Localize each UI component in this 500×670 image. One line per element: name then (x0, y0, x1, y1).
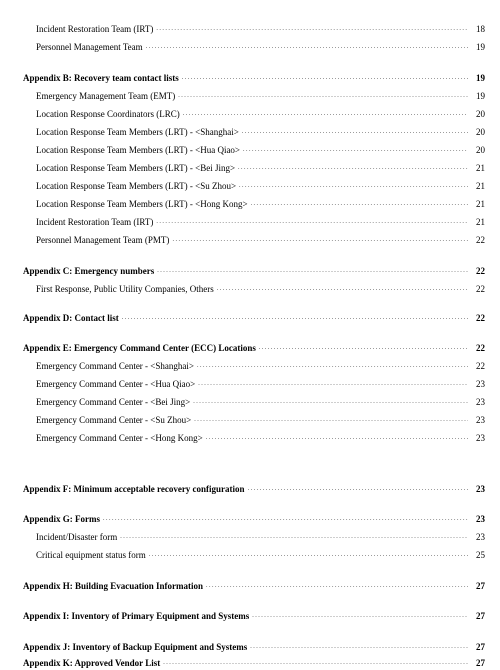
toc-entry-label: Emergency Command Center - <Hua Qiao> (36, 379, 196, 389)
toc-appendix-entry[interactable] (23, 511, 485, 525)
toc-page-number: 22 (476, 343, 485, 353)
toc-appendix-entry[interactable] (23, 578, 485, 592)
toc-page-number: 19 (476, 73, 485, 83)
toc-page-number: 23 (476, 484, 485, 494)
toc-page-number: 23 (476, 433, 485, 443)
toc-page-number: 18 (476, 24, 485, 34)
toc-entry-label: Incident Restoration Team (IRT) (36, 24, 154, 34)
toc-entry-label: Location Response Team Members (LRT) - <Hong Kong> (36, 199, 248, 209)
dot-leader (250, 640, 468, 653)
toc-sub-entry[interactable] (36, 196, 485, 210)
toc-entry-label: Appendix D: Contact list (23, 313, 119, 323)
toc-entry-label: Appendix K: Approved Vendor List (23, 658, 161, 668)
toc-entry-label: Emergency Command Center - <Shanghai> (36, 361, 194, 371)
dot-leader (194, 413, 468, 426)
dot-leader (238, 161, 468, 174)
toc-entry-label: Appendix C: Emergency numbers (23, 266, 155, 276)
toc-page-number: 25 (476, 550, 485, 560)
toc-entry-label: Appendix B: Recovery team contact lists (23, 73, 179, 83)
toc-entry-label: Location Response Team Members (LRT) - <Su Zhou> (36, 181, 237, 191)
toc-sub-entry[interactable] (36, 529, 485, 543)
toc-page-number: 20 (476, 127, 485, 137)
dot-leader (243, 143, 468, 156)
dot-leader (149, 548, 468, 561)
toc-page-number: 23 (476, 532, 485, 542)
dot-leader (193, 395, 468, 408)
dot-leader (251, 197, 468, 210)
dot-leader (163, 656, 468, 669)
dot-leader (172, 233, 468, 246)
toc-entry-label: Personnel Management Team (36, 42, 143, 52)
dot-leader (120, 530, 468, 543)
toc-appendix-entry[interactable] (23, 340, 485, 354)
toc-sub-entry[interactable] (36, 394, 485, 408)
toc-entry-label: Incident Restoration Team (IRT) (36, 217, 154, 227)
toc-entry-label: Location Response Coordinators (LRC) (36, 109, 180, 119)
toc-appendix-entry[interactable] (23, 70, 485, 84)
dot-leader (248, 482, 468, 495)
toc-page-number: 22 (476, 235, 485, 245)
toc-sub-entry[interactable] (36, 124, 485, 138)
dot-leader (206, 431, 468, 444)
toc-appendix-entry[interactable] (23, 655, 485, 669)
toc-appendix-entry[interactable] (23, 481, 485, 495)
toc-appendix-entry[interactable] (23, 263, 485, 277)
toc-page-number: 27 (476, 581, 485, 591)
dot-leader (156, 215, 468, 228)
toc-sub-entry[interactable] (36, 430, 485, 444)
toc-sub-entry[interactable] (36, 376, 485, 390)
toc-sub-entry[interactable] (36, 142, 485, 156)
toc-page-number: 21 (476, 199, 485, 209)
toc-page-number: 19 (476, 91, 485, 101)
toc-entry-label: Emergency Command Center - <Hong Kong> (36, 433, 203, 443)
toc-sub-entry[interactable] (36, 358, 485, 372)
toc-sub-entry[interactable] (36, 160, 485, 174)
toc-sub-entry[interactable] (36, 21, 485, 35)
toc-entry-label: Location Response Team Members (LRT) - <Shanghai> (36, 127, 239, 137)
toc-page-number: 19 (476, 42, 485, 52)
toc-page-number: 27 (476, 658, 485, 668)
toc-entry-label: Appendix J: Inventory of Backup Equipment and Systems (23, 642, 248, 652)
toc-page-number: 23 (476, 397, 485, 407)
toc-entry-label: Incident/Disaster form (36, 532, 118, 542)
toc-sub-entry[interactable] (36, 412, 485, 426)
dot-leader (146, 40, 468, 53)
toc-page-number: 22 (476, 266, 485, 276)
dot-leader (206, 579, 468, 592)
toc-appendix-entry[interactable] (23, 310, 485, 324)
toc-sub-entry[interactable] (36, 547, 485, 561)
toc-sub-entry[interactable] (36, 281, 485, 295)
toc-page-number: 22 (476, 361, 485, 371)
toc-sub-entry[interactable] (36, 106, 485, 120)
dot-leader (259, 341, 468, 354)
toc-page-number: 27 (476, 642, 485, 652)
dot-leader (178, 89, 468, 102)
toc-entry-label: Critical equipment status form (36, 550, 146, 560)
toc-sub-entry[interactable] (36, 178, 485, 192)
toc-page-number: 20 (476, 109, 485, 119)
dot-leader (217, 282, 468, 295)
toc-page-number: 27 (476, 611, 485, 621)
toc-entry-label: Personnel Management Team (PMT) (36, 235, 170, 245)
dot-leader (157, 264, 468, 277)
dot-leader (103, 512, 468, 525)
toc-entry-label: Appendix E: Emergency Command Center (ECC) Locations (23, 343, 256, 353)
toc-page-number: 23 (476, 379, 485, 389)
toc-entry-label: Location Response Team Members (LRT) - <Hua Qiao> (36, 145, 241, 155)
dot-leader (252, 609, 468, 622)
dot-leader (198, 377, 468, 390)
dot-leader (122, 311, 468, 324)
toc-sub-entry[interactable] (36, 88, 485, 102)
toc-appendix-entry[interactable] (23, 608, 485, 622)
dot-leader (183, 107, 468, 120)
dot-leader (197, 359, 468, 372)
toc-appendix-entry[interactable] (23, 639, 485, 653)
toc-page-number: 21 (476, 163, 485, 173)
toc-page-number: 20 (476, 145, 485, 155)
toc-entry-label: Appendix H: Building Evacuation Information (23, 581, 204, 591)
toc-page-number: 22 (476, 313, 485, 323)
toc-sub-entry[interactable] (36, 39, 485, 53)
toc-page-number: 21 (476, 217, 485, 227)
toc-page-number: 23 (476, 514, 485, 524)
dot-leader (239, 179, 468, 192)
dot-leader (242, 125, 468, 138)
toc-entry-label: First Response, Public Utility Companies, Others (36, 284, 214, 294)
toc-entry-label: Appendix I: Inventory of Primary Equipment and Systems (23, 611, 250, 621)
toc-entry-label: Appendix G: Forms (23, 514, 101, 524)
toc-page-number: 21 (476, 181, 485, 191)
toc-sub-entry[interactable] (36, 232, 485, 246)
toc-sub-entry[interactable] (36, 214, 485, 228)
toc-entry-label: Emergency Command Center - <Bei Jing> (36, 397, 191, 407)
dot-leader (182, 71, 468, 84)
toc-entry-label: Appendix F: Minimum acceptable recovery configuration (23, 484, 245, 494)
toc-page-number: 22 (476, 284, 485, 294)
toc-entry-label: Location Response Team Members (LRT) - <Bei Jing> (36, 163, 236, 173)
toc-entry-label: Emergency Management Team (EMT) (36, 91, 176, 101)
toc-page-number: 23 (476, 415, 485, 425)
dot-leader (156, 22, 468, 35)
toc-entry-label: Emergency Command Center - <Su Zhou> (36, 415, 192, 425)
